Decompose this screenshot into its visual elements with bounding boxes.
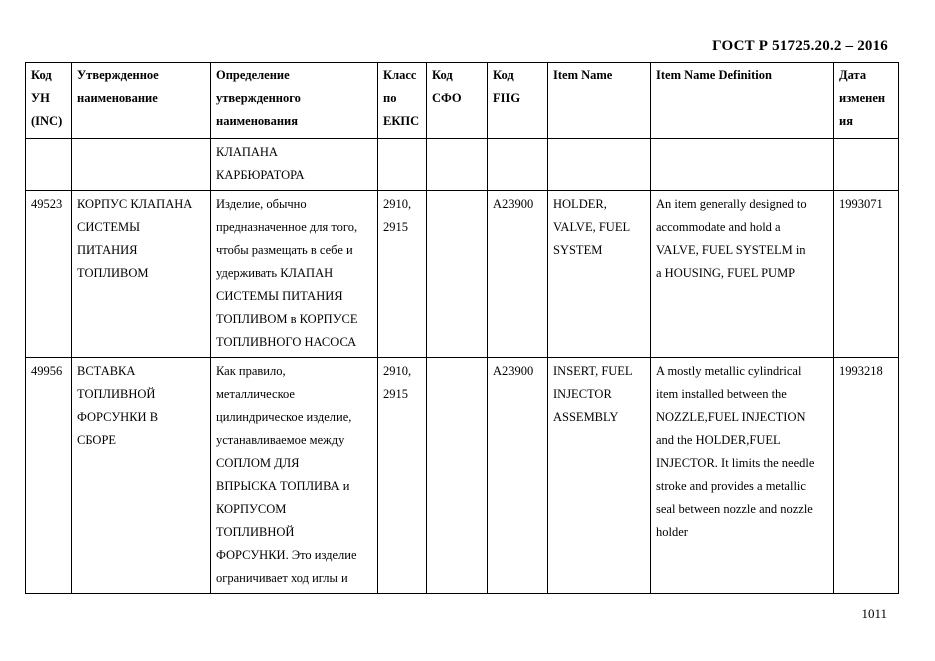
- document-title: ГОСТ Р 51725.20.2 – 2016: [712, 38, 888, 54]
- cell-definition: Изделие, обычно предназначенное для того, чтобы размещать в себе и удерживать КЛАПАН СИСТЕМЫ ПИТАНИЯ ТОПЛИВОМ в КОРПУСЕ ТОПЛИВНОГО НАСОСА: [211, 191, 378, 358]
- cell-definition: Как правило, металлическое цилиндрическое изделие, устанавливаемое между СОПЛОМ ДЛЯ ВПРЫСКА ТОПЛИВА и КОРПУСОМ ТОПЛИВНОЙ ФОРСУНКИ. Это изделие ограничивает ход иглы и: [211, 358, 378, 594]
- header-definition: Определение утвержденного наименования: [211, 63, 378, 139]
- cell-item-name: [548, 139, 651, 191]
- cell-class: 2910, 2915: [378, 191, 427, 358]
- cell-sfo: [427, 139, 488, 191]
- cell-inc: 49523: [26, 191, 72, 358]
- cell-fiig: A23900: [488, 191, 548, 358]
- cell-definition: КЛАПАНА КАРБЮРАТОРА: [211, 139, 378, 191]
- classification-table: [25, 62, 899, 594]
- cell-sfo: [427, 191, 488, 358]
- cell-date: 1993071: [834, 191, 899, 358]
- table-row: [26, 358, 899, 594]
- cell-name: ВСТАВКА ТОПЛИВНОЙ ФОРСУНКИ В СБОРЕ: [72, 358, 211, 594]
- cell-class: [378, 139, 427, 191]
- table-row: [26, 191, 899, 358]
- cell-inc: 49956: [26, 358, 72, 594]
- cell-date: [834, 139, 899, 191]
- table-row: [26, 139, 899, 191]
- header-item-name-definition: Item Name Definition: [651, 63, 834, 139]
- cell-fiig: A23900: [488, 358, 548, 594]
- cell-class: 2910, 2915: [378, 358, 427, 594]
- header-approved-name: Утвержденное наименование: [72, 63, 211, 139]
- header-class: Класс по ЕКПС: [378, 63, 427, 139]
- cell-item-definition: [651, 139, 834, 191]
- cell-name: КОРПУС КЛАПАНА СИСТЕМЫ ПИТАНИЯ ТОПЛИВОМ: [72, 191, 211, 358]
- cell-name: [72, 139, 211, 191]
- header-inc: Код УН (INC): [26, 63, 72, 139]
- page-number: 1011: [861, 606, 887, 621]
- cell-sfo: [427, 358, 488, 594]
- cell-item-definition: An item generally designed to accommodate and hold a VALVE, FUEL SYSTELM in a HOUSING, FUEL PUMP: [651, 191, 834, 358]
- cell-item-name: HOLDER, VALVE, FUEL SYSTEM: [548, 191, 651, 358]
- header-fiig: Код FIIG: [488, 63, 548, 139]
- cell-fiig: [488, 139, 548, 191]
- header-item-name: Item Name: [548, 63, 651, 139]
- header-date: Дата изменен ия: [834, 63, 899, 139]
- cell-item-name: INSERT, FUEL INJECTOR ASSEMBLY: [548, 358, 651, 594]
- table-header-row: [26, 63, 899, 139]
- cell-item-definition: A mostly metallic cylindrical item installed between the NOZZLE,FUEL INJECTION and the HOLDER,FUEL INJECTOR. It limits the needle stroke and provides a metallic seal between nozzle and nozzle holder: [651, 358, 834, 594]
- cell-date: 1993218: [834, 358, 899, 594]
- header-sfo: Код СФО: [427, 63, 488, 139]
- cell-inc: [26, 139, 72, 191]
